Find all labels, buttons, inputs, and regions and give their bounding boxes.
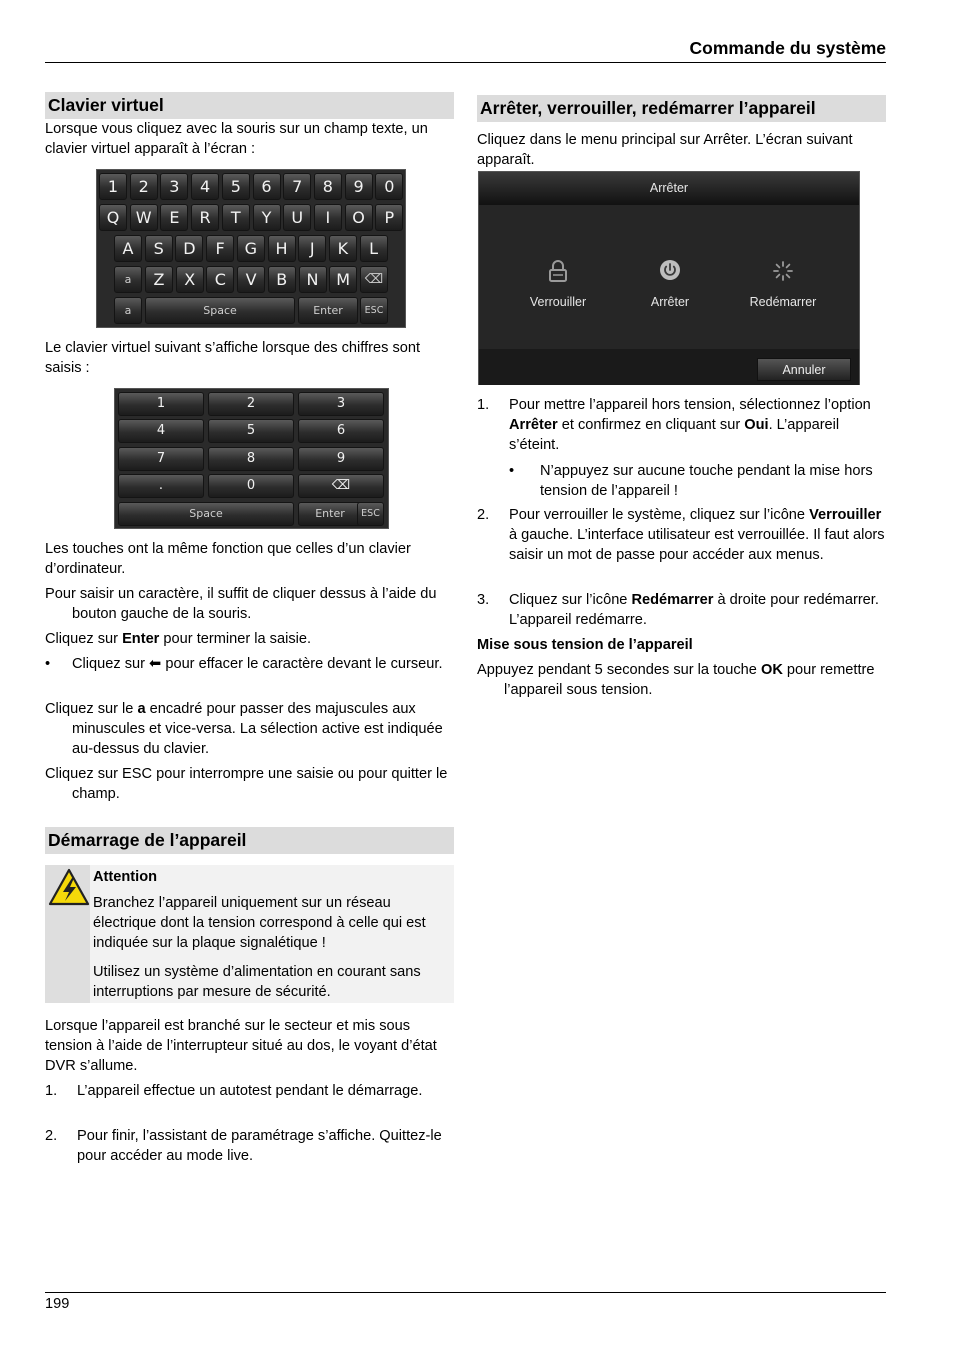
page-number: 199 xyxy=(45,1296,70,1312)
key-z[interactable]: Z xyxy=(145,266,173,293)
step-number: 2. xyxy=(45,1128,58,1144)
arreter-bullet: N’appuyez sur aucune touche pendant la mise hors tension de l’appareil ! xyxy=(540,463,873,499)
arreter-intro: Cliquez dans le menu principal sur Arrêter. L’écran suivant apparaît. xyxy=(477,132,853,168)
step-number: 1. xyxy=(45,1083,58,1099)
key-7[interactable]: 7 xyxy=(283,173,311,200)
numpad-key[interactable]: 5 xyxy=(208,419,294,443)
footer-rule xyxy=(45,1292,886,1293)
esc-text: Cliquez sur ESC pour interrompre une saisie ou pour quitter le champ. xyxy=(45,766,448,802)
key-m[interactable]: M xyxy=(329,266,357,293)
enter-text: Cliquez sur Enter pour terminer la saisie. xyxy=(45,631,312,647)
key-q[interactable]: Q xyxy=(99,204,127,231)
numpad-key[interactable]: 3 xyxy=(298,392,384,416)
key-a[interactable]: a xyxy=(114,297,142,324)
numpad-key[interactable]: 0 xyxy=(208,474,294,498)
cancel-button[interactable]: Annuler xyxy=(757,358,851,381)
step-number: 3. xyxy=(477,592,490,608)
restart-icon[interactable] xyxy=(772,260,794,282)
key-h[interactable]: H xyxy=(268,235,296,262)
key-t[interactable]: T xyxy=(222,204,250,231)
key-c[interactable]: C xyxy=(206,266,234,293)
section-heading-arreter: Arrêter, verrouiller, redémarrer l’appareil xyxy=(477,95,886,122)
key-g[interactable]: G xyxy=(237,235,265,262)
key-w[interactable]: W xyxy=(130,204,158,231)
lock-label[interactable]: Verrouiller xyxy=(529,295,587,309)
attention-text-1: Branchez l’appareil uniquement sur un réseau électrique dont la tension correspond à celle qui est indiquée sur la plaque signalétique ! xyxy=(93,895,426,951)
key-d[interactable]: D xyxy=(175,235,203,262)
key-6[interactable]: 6 xyxy=(253,173,281,200)
lock-icon[interactable] xyxy=(548,260,568,282)
delete-bullet-text: Cliquez sur ⬅ pour effacer le caractère devant le curseur. xyxy=(72,656,443,672)
key-esc[interactable]: ESC xyxy=(360,297,388,324)
key-p[interactable]: P xyxy=(375,204,403,231)
key-u[interactable]: U xyxy=(283,204,311,231)
numpad-key[interactable]: ESC xyxy=(357,502,384,526)
bullet-dot: • xyxy=(45,656,51,672)
key-b[interactable]: B xyxy=(268,266,296,293)
power-icon[interactable] xyxy=(659,259,681,281)
attention-text-2: Utilisez un système d’alimentation en courant sans interruptions par mesure de sécurité. xyxy=(93,964,421,1000)
numpad-key[interactable]: . xyxy=(118,474,204,498)
dialog-footer xyxy=(479,349,859,385)
numpad-key[interactable]: ⌫ xyxy=(298,474,384,498)
key-4[interactable]: 4 xyxy=(191,173,219,200)
key-0[interactable]: 0 xyxy=(375,173,403,200)
case-toggle-text: Cliquez sur le a encadré pour passer des majuscules aux minuscules et vice-versa. La sélection active est indiquée au-dessus du clavier. xyxy=(45,701,443,757)
key-2[interactable]: 2 xyxy=(130,173,158,200)
key-v[interactable]: V xyxy=(237,266,265,293)
key-o[interactable]: O xyxy=(345,204,373,231)
arreter-step-1: Pour mettre l’appareil hors tension, sélectionnez l’option Arrêter et confirmez en cliquant sur Oui. L’appareil s’éteint. xyxy=(509,397,871,453)
shutdown-dialog-image xyxy=(478,171,860,385)
key-8[interactable]: 8 xyxy=(314,173,342,200)
numeric-keyboard-image xyxy=(114,388,389,529)
numpad-key[interactable]: 7 xyxy=(118,447,204,471)
key-j[interactable]: J xyxy=(298,235,326,262)
arreter-step-3: Cliquez sur l’icône Redémarrer à droite pour redémarrer. L’appareil redémarre. xyxy=(509,592,879,628)
bullet-dot: • xyxy=(509,463,515,479)
key-e[interactable]: E xyxy=(160,204,188,231)
step-number: 2. xyxy=(477,507,490,523)
key-n[interactable]: N xyxy=(299,266,327,293)
step-number: 1. xyxy=(477,397,490,413)
click-char-text: Pour saisir un caractère, il suffit de cliquer dessus à l’aide du bouton gauche de la souris. xyxy=(45,586,437,622)
restart-label[interactable]: Redémarrer xyxy=(749,295,817,309)
numpad-key[interactable]: 9 xyxy=(298,447,384,471)
key-y[interactable]: Y xyxy=(253,204,281,231)
attention-title: Attention xyxy=(93,869,158,885)
section-heading-clavier: Clavier virtuel xyxy=(45,92,454,119)
virtual-keyboard-image xyxy=(96,169,406,328)
key-x[interactable]: X xyxy=(176,266,204,293)
key-r[interactable]: R xyxy=(191,204,219,231)
numpad-key[interactable]: 6 xyxy=(298,419,384,443)
same-function-text: Les touches ont la même fonction que celles d’un clavier d’ordinateur. xyxy=(45,541,411,577)
arreter-step-2: Pour verrouiller le système, cliquez sur l’icône Verrouiller à gauche. L’interface utilisateur est verrouillée. Il faut alors saisir un mot de passe pour accéder aux menus. xyxy=(509,507,885,563)
key-a[interactable]: a xyxy=(114,266,142,293)
key-s[interactable]: S xyxy=(145,235,173,262)
numpad-key[interactable]: 2 xyxy=(208,392,294,416)
numpad-key[interactable]: Space xyxy=(118,502,294,526)
dialog-title: Arrêter xyxy=(479,172,859,205)
clavier-intro: Lorsque vous cliquez avec la souris sur un champ texte, un clavier virtuel apparaît à l’écran : xyxy=(45,121,428,157)
demarrage-intro: Lorsque l’appareil est branché sur le secteur et mis sous tension à l’aide de l’interrupteur situé au dos, le voyant d’état DVR s’allume. xyxy=(45,1018,437,1074)
power-on-subheading: Mise sous tension de l’appareil xyxy=(477,637,693,653)
key-1[interactable]: 1 xyxy=(99,173,127,200)
section-heading-demarrage: Démarrage de l’appareil xyxy=(45,827,454,854)
key-space[interactable]: Space xyxy=(145,297,295,324)
key-k[interactable]: K xyxy=(329,235,357,262)
numpad-key[interactable]: 1 xyxy=(118,392,204,416)
power-on-text: Appuyez pendant 5 secondes sur la touche OK pour remettre l’appareil sous tension. xyxy=(477,662,875,698)
key-3[interactable]: 3 xyxy=(160,173,188,200)
key-enter[interactable]: Enter xyxy=(298,297,358,324)
key-5[interactable]: 5 xyxy=(222,173,250,200)
numpad-key[interactable]: 8 xyxy=(208,447,294,471)
key-9[interactable]: 9 xyxy=(345,173,373,200)
numpad-key[interactable]: 4 xyxy=(118,419,204,443)
demarrage-step-2: Pour finir, l’assistant de paramétrage s’affiche. Quittez-le pour accéder au mode live. xyxy=(77,1128,442,1164)
numpad-key[interactable]: Enter xyxy=(298,502,362,526)
key-[interactable]: ⌫ xyxy=(360,266,388,293)
key-a[interactable]: A xyxy=(114,235,142,262)
key-i[interactable]: I xyxy=(314,204,342,231)
numeric-keyboard-intro: Le clavier virtuel suivant s’affiche lorsque des chiffres sont saisis : xyxy=(45,340,421,376)
demarrage-step-1: L’appareil effectue un autotest pendant le démarrage. xyxy=(77,1083,423,1099)
key-l[interactable]: L xyxy=(360,235,388,262)
warning-icon xyxy=(48,868,90,906)
key-f[interactable]: F xyxy=(206,235,234,262)
power-label[interactable]: Arrêter xyxy=(650,295,690,309)
page-header-title: Commande du système xyxy=(689,38,886,58)
header-rule xyxy=(45,62,886,63)
